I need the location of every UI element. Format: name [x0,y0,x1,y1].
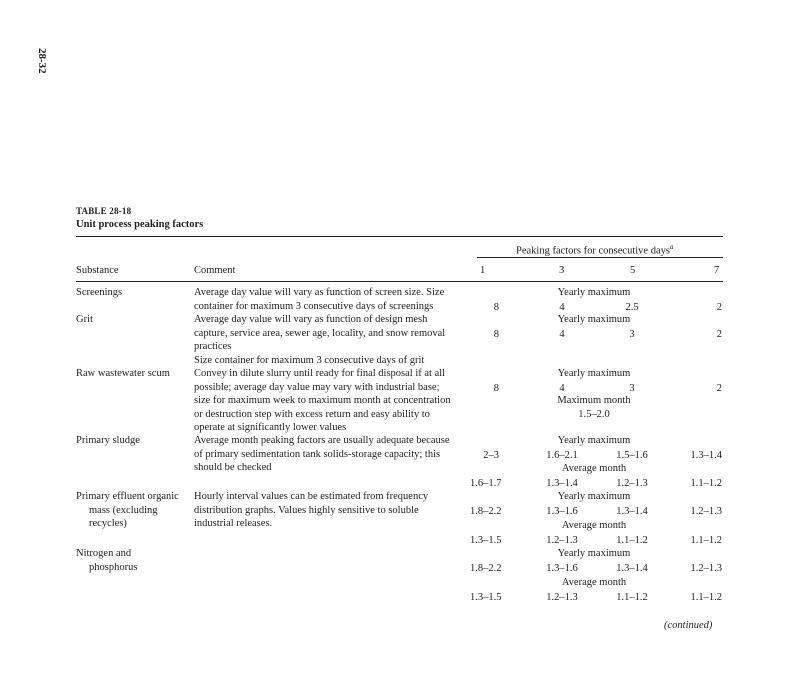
value-cell-d3: 1.2–1.3 [546,591,578,603]
substance-cell: Nitrogen and [76,548,132,559]
block-label: Yearly maximum [557,287,631,298]
value-cell-d3: 4 [559,301,565,313]
value-cell-d5: 3 [629,328,635,340]
table-label: TABLE 28-18 [76,206,132,216]
comment-cell: distribution graphs. Values highly sensitive to soluble [194,504,419,516]
value-cell-d5: 1.3–1.4 [616,505,648,517]
substance-cell: Primary sludge [76,435,140,446]
value-cell-d5: 2.5 [625,301,639,313]
value-cell-d5: 1.1–1.2 [616,591,648,603]
substance-cell: Primary effluent organic [76,491,179,502]
value-cell-d1: 1.6–1.7 [470,477,502,489]
block-label: Yearly maximum [557,435,631,446]
col-header-comment: Comment [194,265,236,276]
substance-cell: phosphorus [89,561,138,573]
value-cell-d1: 1.3–1.5 [470,534,502,546]
col-header-day-7: 7 [714,265,720,276]
value-cell-d7: 1.1–1.2 [690,534,722,546]
group-header-text: Peaking factors for consecutive days [516,245,670,257]
value-cell-d3: 4 [559,382,565,394]
substance-cell: Raw wastewater scum [76,368,170,379]
block-label: Average month [561,520,627,531]
value-cell-d7: 1.3–1.4 [690,449,722,461]
value-cell-d1: 8 [493,301,499,313]
comment-cell: Average month peaking factors are usually adequate because [194,435,450,446]
value-cell-d7: 2 [716,301,722,313]
comment-cell: Average day value will vary as function of design mesh [194,314,428,325]
value-cell-d7: 1.2–1.3 [690,562,722,574]
value-cell-d5: 1.3–1.4 [616,562,648,574]
comment-cell: Hourly interval values can be estimated from frequency [194,491,429,502]
block-label: Yearly maximum [557,314,631,325]
block-label: Maximum month [557,395,631,406]
comment-cell: Size container for maximum 3 consecutive days of grit [194,354,425,366]
group-header [516,243,673,257]
value-cell-d5: 1.5–1.6 [616,449,648,461]
value-cell-d3: 1.3–1.6 [546,505,578,517]
comment-cell: practices [194,341,232,353]
continued-note: (continued) [664,620,713,631]
block-label: Average month [561,577,627,588]
group-header-rule [477,257,723,258]
comment-cell: operate at significantly lower values [194,422,347,434]
col-header-day-1: 1 [480,265,486,276]
col-header-substance: Substance [76,265,119,276]
page-number: 28-32 [36,48,48,74]
value-cell-d5: 1.1–1.2 [616,534,648,546]
comment-cell: Convey in dilute slurry until ready for final disposal if at all [194,368,446,379]
block-label: Yearly maximum [557,491,631,502]
col-header-day-5: 5 [630,265,636,276]
range-value: 1.5–2.0 [578,408,610,420]
value-cell-d3: 1.6–2.1 [546,449,578,461]
comment-cell: of primary sedimentation tank solids-storage capacity; this [194,448,441,460]
comment-cell: should be checked [194,462,272,474]
footnote-marker: a [669,243,674,251]
block-label: Yearly maximum [557,368,631,379]
value-cell-d7: 1.1–1.2 [690,591,722,603]
value-cell-d1: 1.3–1.5 [470,591,502,603]
value-cell-d1: 1.8–2.2 [470,505,502,517]
substance-cell: Grit [76,314,93,325]
value-cell-d1: 2–3 [483,449,499,461]
comment-cell: Average day value will vary as function of screen size. Size [194,287,445,298]
value-cell-d1: 8 [493,382,499,394]
comment-cell: possible; average day value may vary with industrial base; [194,381,440,393]
value-cell-d5: 1.2–1.3 [616,477,648,489]
table-title: Unit process peaking factors [76,219,204,230]
comment-cell: container for maximum 3 consecutive days of screenings [194,300,434,312]
substance-cell: recycles) [89,518,127,530]
value-cell-d3: 1.3–1.6 [546,562,578,574]
col-header-day-3: 3 [559,265,565,276]
substance-cell: Screenings [76,287,123,298]
value-cell-d7: 1.1–1.2 [690,477,722,489]
value-cell-d7: 2 [716,382,722,394]
value-cell-d1: 8 [493,328,499,340]
block-label: Average month [561,463,627,474]
comment-cell: capture, service area, sewer age, locality, and snow removal [194,327,446,339]
value-cell-d7: 1.2–1.3 [690,505,722,517]
comment-cell: size for maximum week to maximum month at concentration [194,395,451,407]
table-top-rule [76,236,723,237]
substance-cell: mass (excluding [89,504,158,516]
value-cell-d5: 3 [629,382,635,394]
value-cell-d7: 2 [716,328,722,340]
value-cell-d3: 4 [559,328,565,340]
value-cell-d3: 1.2–1.3 [546,534,578,546]
value-cell-d3: 1.3–1.4 [546,477,578,489]
comment-cell: industrial releases. [194,518,273,530]
value-cell-d1: 1.8–2.2 [470,562,502,574]
block-label: Yearly maximum [557,548,631,559]
comment-cell: or destruction step with excess return and easy ability to [194,408,430,420]
header-bottom-rule [76,281,723,282]
